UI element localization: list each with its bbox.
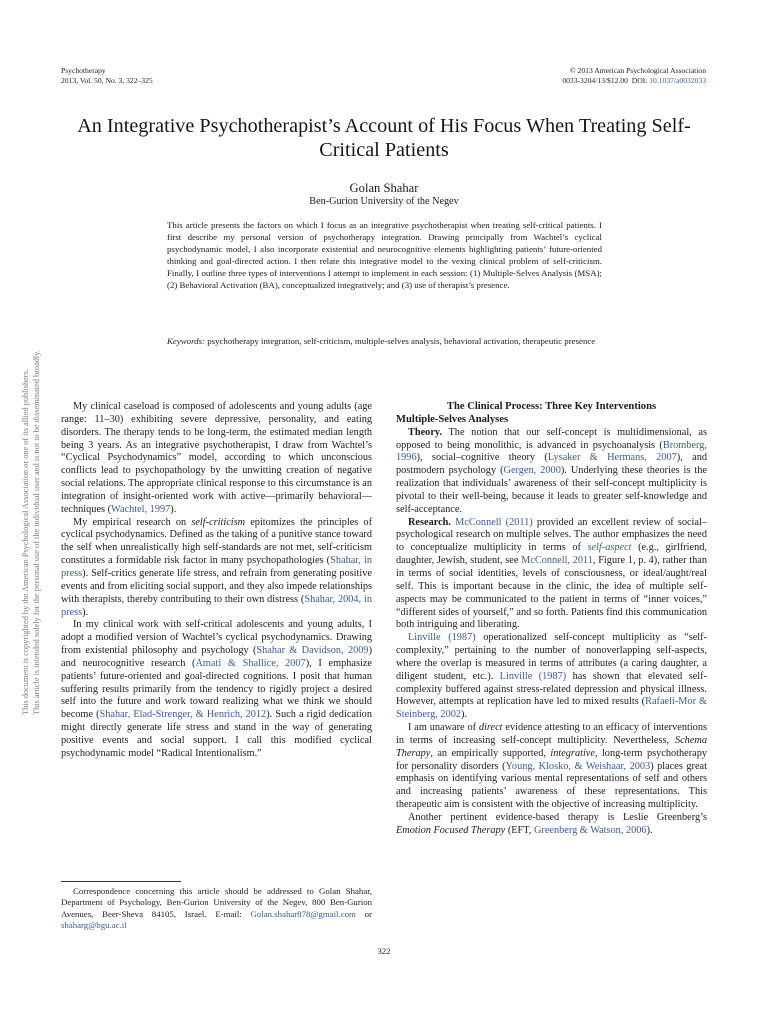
keywords [167,336,602,348]
text-run: Another pertinent evidence-based therapy is Leslie Greenberg’s [408,812,707,823]
left-column [61,401,372,761]
journal-volume: 2013, Vol. 50, No. 3, 322–325 [61,75,153,85]
section-heading: The Clinical Process: Three Key Interventions [446,401,657,412]
right-paragraph-eft [396,812,707,838]
right-paragraph-theory [396,427,707,517]
email-link-1[interactable]: Golan.shahar878@gmail.com [250,908,356,919]
journal-header-left [61,66,153,85]
issn-doi-line [562,76,706,86]
text-run: ). Underlying these theories is the realization that individuals’ awareness of their self-concept multiplicity is pivotal to their well-being, because it leads to greater self-knowledge and self-acceptance. [396,465,707,515]
citation-link[interactable]: McConnell (2011) [455,516,533,528]
citation-link[interactable]: Bromberg, 1996 [396,439,707,464]
text-run: Correspondence concerning this article should be addressed to Golan Shahar, Department of Psychology, Ben-Gurion University of the Negev, 800 Ben-Gurion Avenues, Beer-Sheva 84105, Israel. E-mail: [61,886,372,919]
text-run: or [355,908,372,919]
text-run: , an empirically supported, [430,747,551,759]
citation-link[interactable]: Gergen, 2000 [503,465,561,477]
right-column [396,401,707,838]
article-title: An Integrative Psychotherapist’s Account of His Focus When Treating Self-Critical Patients [77,115,691,161]
italic-term: direct [478,722,503,734]
correspondence-footnote [61,886,372,932]
right-paragraph-linville [396,632,707,722]
doi-link[interactable]: 10.1037/a0032033 [649,75,706,85]
citation-link[interactable]: Lysaker & Hermans, 2007 [547,452,677,464]
citation-link[interactable]: Wachtel, 1997 [111,503,171,515]
abstract: This article presents the factors on which I focus as an integrative psychotherapist when treating self-critical patients. I first describe my personal version of psychotherapy integration. Drawing principally from Wachtel’s cyclical psychodynamic model, I also incorporate existential and neurocognitive elements highlighting patients’ future-oriented thinking and goal-directed action. I then relate this integrative model to the vexing clinical problem of self-criticism. Finally, I outline three types of interventions I attempt to implement in each session: (1) Multiple-Selves Analysis (MSA); (2) Behavioral Activation (BA), conceptualized integratively; and (3) use of therapist’s presence. [167,220,602,290]
text-run: ), and postmodern psychology ( [396,452,707,477]
italic-term: Schema Therapy [396,734,707,759]
side-note-line-1: This document is copyrighted by the American Psychological Association or one of its allied publishers. [21,369,30,715]
citation-link[interactable]: Shahar & Davidson, 2009 [256,645,369,657]
journal-name: Psychotherapy [61,66,106,75]
text-run: ) places great emphasis on identifying various mental representations of self and others and increasing patients’ awareness of these representations. This therapeutic aim is consistent with the objective of increasing multiplicity. [396,760,707,811]
citation-link[interactable]: McConnell, 2011 [521,555,593,567]
email-link-2[interactable]: shaharg@bgu.ac.il [61,920,127,931]
page-number: 322 [377,946,391,956]
italic-term: self-criticism [191,516,246,528]
citation-link[interactable]: Shahar, in press [61,555,373,579]
text-run: , Figure 1, p. 4), rather than in terms of social identities, levels of consciousness, or ideal/aught/real self. This is important because in the clinic, the idea of multiple self-aspects may be communicated to the patient in terms of “inner voices,” “different sides of yourself,” and so forth. Patients find this communication both intriguing and liberating. [396,555,707,631]
issn: 0033-3204/13/$12.00 [562,75,628,85]
citation-link[interactable]: Amati & Shallice, 2007 [195,657,306,669]
text-run: ). [461,709,468,721]
right-paragraph-evidence [396,722,707,812]
text-run: provided an excellent review of social–psychological research on multiple selves. The author emphasizes the need to conceptualize multiplicity in terms of [396,516,707,554]
author-affiliation: Ben-Gurion University of the Negev [309,196,459,207]
text-run: ), social–cognitive theory ( [416,452,548,464]
italic-term: Emotion Focused Therapy [396,824,506,836]
text-run: operationalized self-concept multiplicity as “self-complexity,” pertaining to the number of nonoverlapping self-aspects, where the overlap is measured in terms of attributes (a caring daughter, a diligent student, etc.). [396,632,707,682]
side-note-line-2: This article is intended solely for the personal use of the individual user and is not to be disseminated broadly. [32,350,41,715]
keywords-label: Keywords: [167,336,205,346]
author-name: Golan Shahar [349,181,419,195]
run-in-heading: Research. [408,516,451,528]
subsection-heading: Multiple-Selves Analyses [396,413,509,425]
footnote-text [61,886,372,932]
text-run: My empirical research on [73,516,192,528]
text-run: evidence attesting to an efficacy of interventions in terms of increasing self-concept multiplicity. Nevertheless, [396,722,707,746]
text-run: ), I emphasize patients’ future-oriented and goal-directed cognitions. I posit that human suffering results primarily from the tendency to rigidly project a desired self into the future and work toward realizing what we think we should become ( [61,657,373,721]
doi-label: DOI: [631,75,650,85]
keywords-text: psychotherapy integration, self-criticism, multiple-selves analysis, behavioral activation, therapeutic presence [207,336,596,346]
text-run: has shown that elevated self-complexity buffered against stress-related depression and physical illness. However, attempts at replication have led to mixed results ( [396,670,707,708]
text-run: My clinical caseload is composed of adolescents and young adults (age range: 11–30) exhibiting severe depressive, personality, and eating disorders. The therapy tends to be long-term, the estimated median length being 3 years. As an integrative psychotherapist, I draw from Wachtel’s “Cyclical Psychodynamics” model, according to which unconscious conflicts lead to psychopathology by the unwitting creation of negative social relations. The appropriate clinical response to this circumstance is an integration of insight-oriented work with active—primarily behavioral—techniques ( [61,401,372,515]
citation-link[interactable]: Linville (1987) [499,670,567,682]
italic-term: integrative [550,747,595,759]
citation-link[interactable]: Young, Klosko, & Weishaar, 2003 [505,760,651,772]
text-run: I am unaware of [408,722,479,734]
text-run: ). Such a rigid dedication might directly generate life stress and stand in the way of generating positive events and social support. I call this modified cyclical psychodynamic model “Radical Intentionalism.” [61,709,372,759]
text-run: ). Self-critics generate life stress, and refrain from generating positive events and from eliciting social support, and they also impede relationships with therapists, thereby contributing to their own distress ( [61,567,372,605]
citation-link[interactable]: Shahar, Elad-Strenger, & Henrich, 2012 [99,709,267,721]
citation-link[interactable]: Rafaeli-Mor & Steinberg, 2002 [396,696,707,721]
citation-link[interactable]: Greenberg & Watson, 2006 [533,824,647,836]
copyright-side-note [20,235,42,715]
text-run: (EFT, [505,824,534,836]
citation-link[interactable]: Linville (1987) [408,632,476,644]
text-run: ). [646,824,653,836]
text-run: The notion that our self-concept is multidimensional, as opposed to being monolithic, is advanced in psychoanalysis ( [396,426,707,451]
text-run: , long-term psychotherapy for personality disorders ( [396,747,707,772]
right-paragraph-research [396,517,707,633]
left-paragraph-1 [61,401,372,517]
text-run: epitomizes the principles of cyclical psychodynamics. Defined as the taking of a punitive stance toward the self when unrealistically high self-standards are not met, self-criticism constitutes a formidable risk factor in many psychopathologies ( [61,516,373,567]
citation-link[interactable]: Shahar, 2004, in press [61,593,372,618]
left-paragraph-2 [61,517,372,620]
footnote-divider [61,881,181,882]
run-in-heading: Theory. [408,426,443,438]
copyright-line: © 2013 American Psychological Association [569,66,706,75]
text-run: ) and neurocognitive research ( [61,645,372,669]
text-run: (e.g., girlfriend, daughter, Jewish, student, see [396,542,707,567]
text-run: In my clinical work with self-critical adolescents and young adults, I adopt a modified version of Wachtel’s cyclical psychodynamics. Drawing from existential philosophy and psychology ( [61,619,372,657]
text-run: ). [82,606,89,618]
text-run: ). [170,503,177,515]
journal-header-right [562,66,706,85]
citation-link-italic[interactable]: self-aspect [587,542,632,554]
left-paragraph-3 [61,619,372,760]
